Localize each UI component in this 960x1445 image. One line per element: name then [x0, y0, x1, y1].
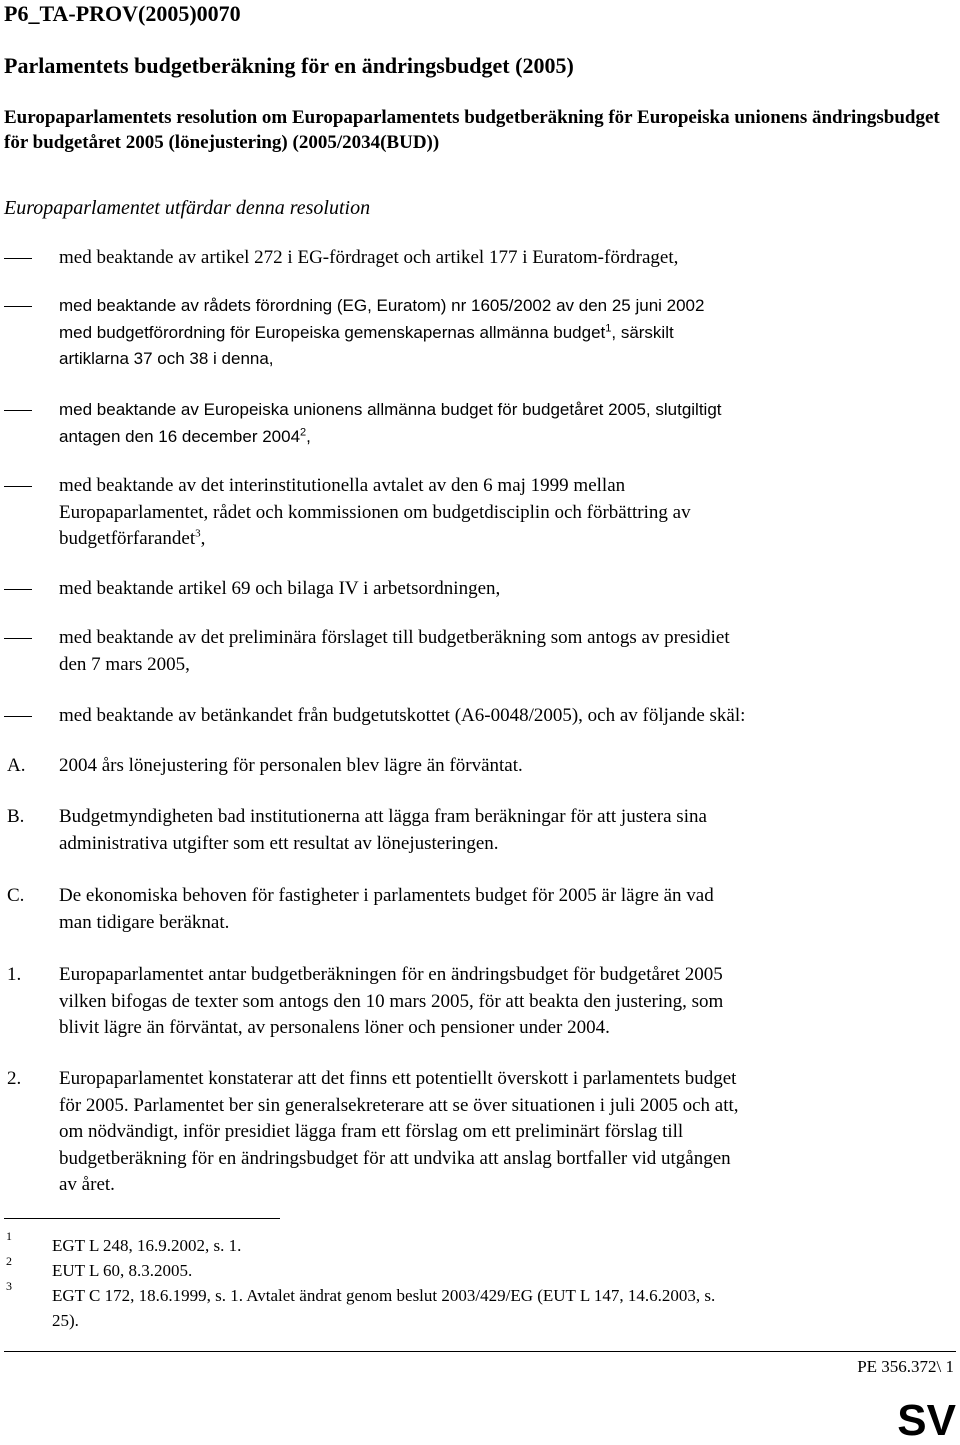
page-title: Parlamentets budgetberäkning för en ändringsbudget (2005)	[4, 53, 574, 78]
citation-item	[0, 625, 960, 678]
recital-line: Budgetmyndigheten bad institutionerna att lägga fram beräkningar för att justera sina	[59, 806, 707, 827]
citation-item	[0, 397, 960, 450]
dash-bullet	[4, 486, 32, 487]
dash-bullet	[4, 258, 32, 259]
page-reference: PE 356.372\ 1	[857, 1357, 954, 1376]
recital-line: 2004 års lönejustering för personalen blev lägre än förväntat.	[59, 755, 523, 776]
paragraph-line: av året.	[59, 1174, 115, 1195]
paragraph-line: Europaparlamentet konstaterar att det finns ett potentiellt överskott i parlamentets budget	[59, 1068, 737, 1089]
footnote-ref[interactable]: 3	[195, 527, 201, 540]
footnote-separator	[4, 1218, 280, 1219]
citation-item	[0, 293, 960, 373]
footer-rule	[4, 1351, 956, 1352]
dash-bullet	[4, 638, 32, 639]
footnote-number: 2	[6, 1254, 12, 1268]
paragraph-line: för 2005. Parlamentet ber sin generalsekreterare att se över situationen i juli 2005 och att,	[59, 1094, 739, 1116]
intro-line: Europaparlamentet utfärdar denna resolution	[4, 197, 371, 219]
recital-line: administrativa utgifter som ett resultat av lönejusteringen.	[59, 832, 499, 854]
paragraph-item	[0, 1066, 960, 1199]
paragraph-line: budgetberäkning för en ändringsbudget för att undvika att anslag bortfaller vid utgången	[59, 1147, 731, 1169]
recital-label: C.	[7, 885, 25, 906]
citation-line: den 7 mars 2005,	[59, 653, 190, 675]
footnote-text: EGT L 248, 16.9.2002, s. 1.	[52, 1236, 242, 1255]
citation-item	[0, 576, 960, 603]
footnote-ref[interactable]: 1	[605, 321, 612, 334]
paragraph-line: vilken bifogas de texter som antogs den 10 mars 2005, för att beakta den justering, som	[59, 990, 724, 1012]
footnote-number: 3	[6, 1279, 12, 1293]
footnote-item	[0, 1279, 960, 1333]
citation-item	[0, 703, 960, 730]
language-code: SV	[897, 1396, 956, 1445]
citation-line: med beaktande av betänkandet från budgetutskottet (A6-0048/2005), och av följande skäl:	[59, 705, 746, 726]
citation-line: antagen den 16 december 2004$^2$,	[59, 425, 311, 446]
paragraph-item	[0, 962, 960, 1042]
footnote-item	[0, 1229, 960, 1258]
dash-bullet	[4, 306, 32, 307]
recital-item	[0, 753, 960, 780]
citation-line: med beaktande av artikel 272 i EG-fördraget och artikel 177 i Euratom-fördraget,	[59, 247, 679, 268]
dash-bullet	[4, 589, 32, 590]
citation-line: med beaktande artikel 69 och bilaga IV i arbetsordningen,	[59, 578, 501, 599]
footnote-text: EUT L 60, 8.3.2005.	[52, 1261, 193, 1280]
footnote-item	[0, 1254, 960, 1283]
paragraph-line: blivit lägre än förväntat, av personalens löner och pensioner under 2004.	[59, 1017, 610, 1038]
paragraph-line: om nödvändigt, inför presidiet lägga fram ett förslag om ett preliminärt förslag till	[59, 1121, 684, 1142]
citation-item	[0, 245, 960, 272]
recital-line: De ekonomiska behoven för fastigheter i parlamentets budget för 2005 är lägre än vad	[59, 885, 714, 906]
citation-line: med beaktande av det interinstitutionella avtalet av den 6 maj 1999 mellan	[59, 475, 626, 496]
citation-line: med beaktande av det preliminära förslaget till budgetberäkning som antogs av presidiet	[59, 627, 730, 648]
recital-item	[0, 804, 960, 857]
recital-label: B.	[7, 806, 25, 827]
citation-line: artiklarna 37 och 38 i denna,	[59, 349, 274, 368]
paragraph-line: Europaparlamentet antar budgetberäkningen för en ändringsbudget för budgetåret 2005	[59, 964, 723, 985]
footnote-text: 25).	[52, 1311, 79, 1330]
citation-line: med beaktande av Europeiska unionens allmänna budget för budgetåret 2005, slutgiltigt	[59, 400, 722, 419]
citation-item	[0, 473, 960, 553]
citation-line: med beaktande av rådets förordning (EG, Euratom) nr 1605/2002 av den 25 juni 2002	[59, 296, 705, 315]
paragraph-label: 1.	[7, 964, 22, 985]
footnote-ref[interactable]: 2	[300, 425, 307, 438]
recital-line: man tidigare beräknat.	[59, 911, 230, 933]
dash-bullet	[4, 410, 32, 411]
document-id: P6_TA-PROV(2005)0070	[4, 1, 241, 26]
footnote-number: 1	[6, 1229, 12, 1243]
paragraph-label: 2.	[7, 1068, 22, 1089]
recital-label: A.	[7, 755, 26, 776]
citation-line: med budgetförordning för Europeiska gemenskapernas allmänna budget$^1$, särskilt	[59, 321, 674, 342]
dash-bullet	[4, 716, 32, 717]
resolution-subtitle: Europaparlamentets resolution om Europaparlamentets budgetberäkning för Europeiska unionens ändringsbudget för budgetåret 2005 (lönejustering) (2005/2034(BUD))	[4, 107, 940, 153]
footnote-text: EGT C 172, 18.6.1999, s. 1. Avtalet ändrat genom beslut 2003/429/EG (EUT L 147, 14.6.2003, s.	[52, 1286, 716, 1305]
citation-line: Europaparlamentet, rådet och kommissionen om budgetdisciplin och förbättring av	[59, 501, 691, 523]
citation-line: budgetförfarandet$^3$,	[59, 527, 206, 549]
recital-item	[0, 883, 960, 936]
